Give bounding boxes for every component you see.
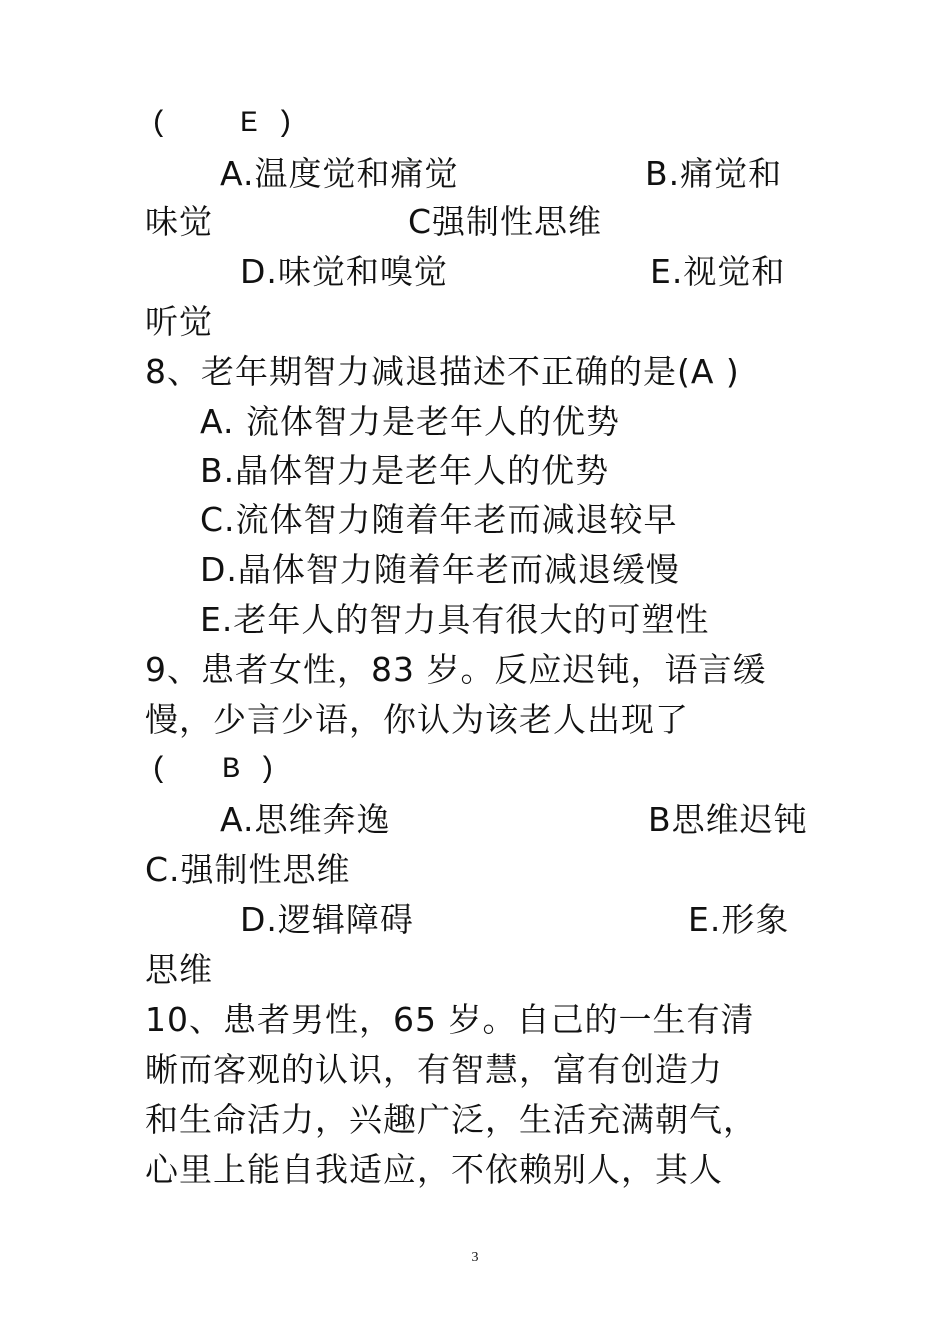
q7-option-b-part1: B.痛觉和	[645, 154, 783, 193]
q9-option-b: B思维迟钝	[648, 800, 808, 839]
q10-stem-line1: 10、患者男性，65 岁。自己的一生有清	[145, 1000, 755, 1039]
q7-answer-paren: ( E )	[150, 107, 295, 141]
q8-option-c: C.流体智力随着年老而减退较早	[200, 500, 678, 539]
q9-stem-line2: 慢，少言少语，你认为该老人出现了	[145, 700, 689, 739]
q7-option-e-part2: 听觉	[145, 302, 213, 341]
q7-option-e-part1: E.视觉和	[650, 252, 786, 291]
q8-option-d: D.晶体智力随着年老而减退缓慢	[200, 550, 680, 589]
q9-option-e-part2: 思维	[145, 950, 213, 989]
q7-option-a: A.温度觉和痛觉	[220, 154, 459, 193]
q8-option-b: B.晶体智力是老年人的优势	[200, 451, 610, 490]
q9-option-e-part1: E.形象	[688, 900, 790, 939]
q10-stem-line2: 晰而客观的认识，有智慧，富有创造力	[145, 1050, 723, 1089]
q8-stem: 8、老年期智力减退描述不正确的是(A )	[145, 352, 740, 391]
q7-option-d: D.味觉和嗅觉	[240, 252, 448, 291]
q10-stem-line3: 和生命活力，兴趣广泛，生活充满朝气，	[145, 1100, 757, 1139]
q7-option-b-part2: 味觉	[145, 202, 213, 241]
q10-stem-line4: 心里上能自我适应，不依赖别人，其人	[145, 1150, 723, 1189]
q9-option-d: D.逻辑障碍	[240, 900, 414, 939]
page-number: 3	[471, 1250, 479, 1265]
q8-option-e: E.老年人的智力具有很大的可塑性	[200, 600, 710, 639]
q9-option-c: C.强制性思维	[145, 850, 351, 889]
q9-option-a: A.思维奔逸	[220, 800, 391, 839]
q7-option-c: C强制性思维	[408, 202, 603, 241]
q8-option-a: A. 流体智力是老年人的优势	[200, 402, 620, 441]
q9-stem-line1: 9、患者女性，83 岁。反应迟钝，语言缓	[145, 650, 767, 689]
q9-answer-paren: ( B )	[150, 753, 277, 787]
